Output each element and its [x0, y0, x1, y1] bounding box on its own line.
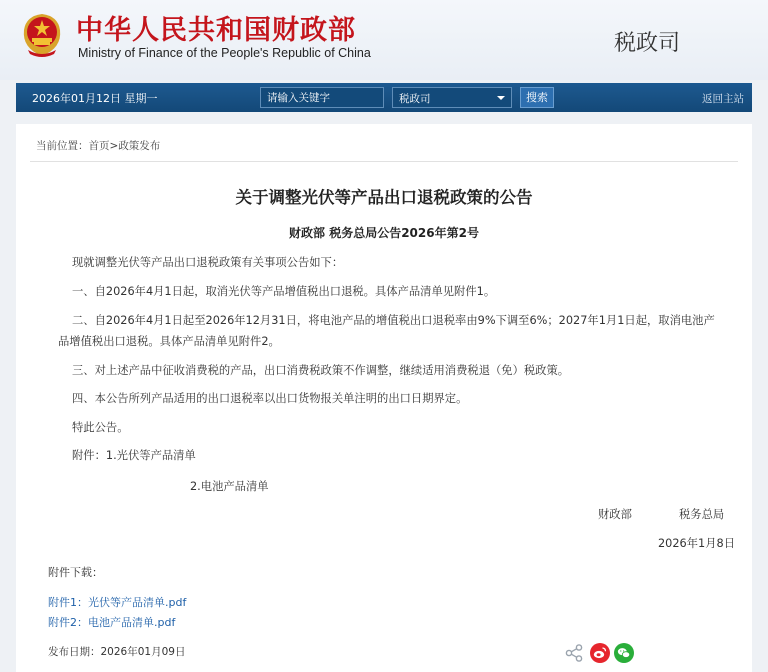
signature-date: 2026年1月8日: [658, 537, 736, 550]
breadcrumb-home-link[interactable]: 首页: [88, 140, 110, 152]
signer-tax-administration: 税务总局: [679, 508, 725, 521]
national-emblem-icon: [18, 8, 66, 60]
breadcrumb-prefix: 当前位置：: [36, 140, 89, 152]
article-paragraph-1: 一、自2026年4月1日起，取消光伏等产品增值税出口退税。具体产品清单见附件1。: [72, 285, 496, 298]
breadcrumb: [36, 138, 160, 153]
article-panel: [16, 124, 752, 672]
search-button[interactable]: 搜索: [520, 87, 554, 108]
article-paragraph-2: 二、自2026年4月1日起至2026年12月31日，将电池产品的增值税出口退税率由9%下调至6%；2027年1月1日起，取消电池产品增值税出口退税。具体产品清单见附件2。: [58, 314, 715, 348]
brand-english-title: Ministry of Finance of the People's Republic of China: [78, 46, 371, 60]
article-closing: 特此公告。: [72, 421, 129, 434]
attachment-line-1: [58, 445, 726, 466]
weibo-icon[interactable]: [590, 643, 610, 663]
article-title: 关于调整光伏等产品出口退税政策的公告: [235, 188, 533, 207]
attachment-2-name: 2.电池产品清单: [190, 480, 269, 493]
caret-down-icon: [497, 96, 505, 100]
downloads-label: 附件下载：: [48, 566, 103, 579]
attachment-1-name: 1.光伏等产品清单: [105, 449, 196, 462]
breadcrumb-section-link[interactable]: 政策发布: [118, 140, 161, 152]
search-input[interactable]: [260, 87, 384, 108]
download-link-attachment-2[interactable]: 附件2：电池产品清单.pdf: [48, 616, 176, 629]
article-document-number: 财政部 税务总局公告2026年第2号: [289, 226, 479, 240]
department-name: 税政司: [614, 31, 681, 56]
breadcrumb-separator: >: [109, 140, 119, 152]
article-paragraph-3: 三、对上述产品中征收消费税的产品，出口消费税政策不作调整，继续适用消费税退（免）税政策。: [72, 364, 570, 377]
brand-chinese-title: 中华人民共和国财政部: [76, 15, 356, 46]
attachment-label: 附件：: [72, 449, 106, 462]
current-date: 2026年01月12日 星期一: [32, 92, 158, 105]
department-select-value: 税政司: [399, 93, 431, 105]
nav-bar: [16, 83, 752, 112]
breadcrumb-divider: [30, 161, 738, 162]
download-link-attachment-1[interactable]: 附件1：光伏等产品清单.pdf: [48, 596, 187, 609]
department-select[interactable]: [392, 87, 512, 108]
wechat-icon[interactable]: [614, 643, 634, 663]
share-icon[interactable]: [564, 643, 584, 663]
article-intro: 现就调整光伏等产品出口退税政策有关事项公告如下：: [72, 256, 344, 269]
article-paragraph-4: 四、本公告所列产品适用的出口退税率以出口货物报关单注明的出口日期界定。: [72, 392, 468, 405]
publish-date: 发布日期：2026年01月09日: [48, 646, 186, 658]
site-header: [0, 0, 768, 80]
return-home-link[interactable]: 返回主站: [702, 93, 744, 105]
signer-ministry-of-finance: 财政部: [598, 508, 632, 521]
